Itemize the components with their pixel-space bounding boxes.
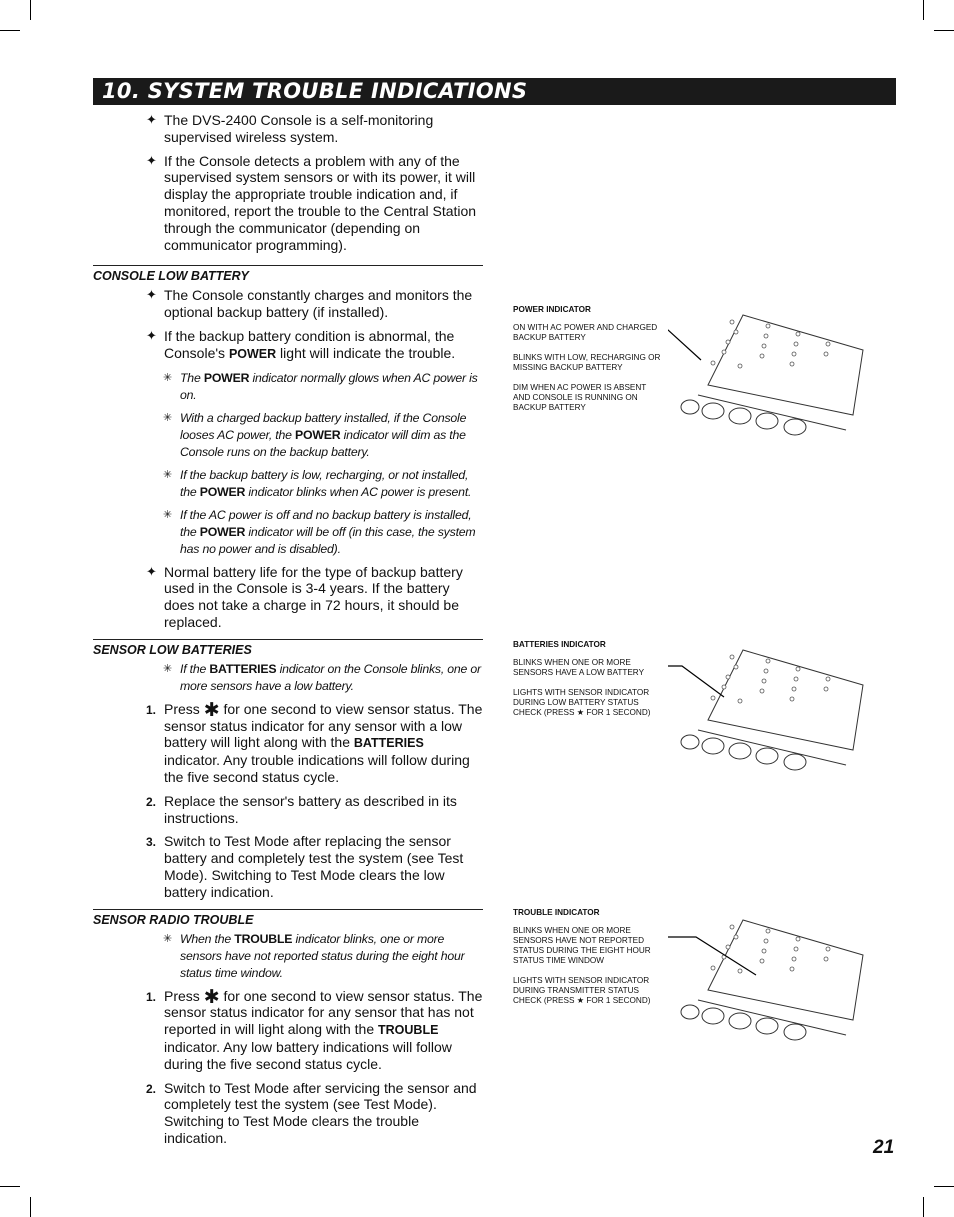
page-number: 21 <box>873 1137 895 1158</box>
step: 1. Press ✱ for one second to view sensor status. The sensor status indicator for any sensor that has not reported in will light along with the TROUBLE indicator. Any low battery indications will follow during the five second status cycle. <box>146 986 483 1072</box>
crop-mark <box>30 0 31 20</box>
star-icon: ★ <box>576 708 585 717</box>
crop-mark <box>923 1197 924 1217</box>
note: ✳ When the TROUBLE indicator blinks, one or more sensors have not reported status during the eight hour status time window. <box>163 931 465 980</box>
console-panel-illustration-batteries <box>668 645 868 790</box>
crop-mark <box>30 1197 31 1217</box>
main-column <box>93 112 483 1154</box>
section-title: 10. SYSTEM TROUBLE INDICATIONS <box>102 79 528 103</box>
heading-sensor-low-batteries: SENSOR LOW BATTERIES <box>93 639 483 659</box>
bullet: ✦ The Console constantly charges and monitors the optional backup battery (if installed). <box>146 287 473 321</box>
heading-sensor-radio-trouble: SENSOR RADIO TROUBLE <box>93 909 483 929</box>
crop-mark <box>934 1186 954 1187</box>
note: ✳ If the BATTERIES indicator on the Console blinks, one or more sensors have a low battery. <box>163 661 481 693</box>
note: ✳ With a charged backup battery installed, if the Console looses AC power, the POWER indicator will dim as the Console runs on the backup battery. <box>163 410 467 459</box>
callout-power: POWER INDICATOR ON WITH AC POWER AND CHARGED BACKUP BATTERY BLINKS WITH LOW, RECHARGING OR MISSING BACKUP BATTERY DIM WHEN AC POWER IS ABSENT AND CONSOLE IS RUNNING ON BACKUP BATTERY <box>513 305 661 412</box>
console-panel-illustration-trouble <box>668 915 868 1060</box>
note: ✳ The POWER indicator normally glows when AC power is on. <box>163 370 478 402</box>
intro-bullet: ✦ The DVS-2400 Console is a self-monitoring supervised wireless system. <box>146 112 434 145</box>
note: ✳ If the backup battery is low, recharging, or not installed, the POWER indicator blinks when AC power is present. <box>163 467 472 499</box>
callout-trouble: TROUBLE INDICATOR BLINKS WHEN ONE OR MORE SENSORS HAVE NOT REPORTED STATUS DURING THE EIGHT HOUR STATUS TIME WINDOW LIGHTS WITH SENSOR INDICATOR DURING TRANSMITTER STATUS CHECK (PRESS ★ FOR 1 SECOND) <box>513 908 651 1005</box>
crop-mark <box>0 30 20 31</box>
step: 1. Press ✱ for one second to view sensor status. The sensor status indicator for any sensor with a low battery will light along with the BATTERIES indicator. Any trouble indications will follow during the five second status cycle. <box>146 699 483 785</box>
star-icon: ★ <box>576 996 585 1005</box>
callout-batteries: BATTERIES INDICATOR BLINKS WHEN ONE OR MORE SENSORS HAVE A LOW BATTERY LIGHTS WITH SENSOR INDICATOR DURING LOW BATTERY STATUS CHECK (PRESS ★ FOR 1 SECOND) <box>513 640 651 717</box>
bullet: ✦ Normal battery life for the type of backup battery used in the Console is 3-4 years. If the battery does not take a charge in 72 hours, it should be replaced. <box>146 563 463 630</box>
section-title-bar <box>93 78 896 105</box>
intro-bullet: ✦ If the Console detects a problem with any of the supervised system sensors or with its power, it will display the appropriate trouble indication and, if monitored, report the trouble to the Central Station through the communicator (depending on communicator programming). <box>146 152 477 253</box>
crop-mark <box>923 0 924 20</box>
heading-console-low-battery: CONSOLE LOW BATTERY <box>93 265 483 285</box>
crop-mark <box>934 30 954 31</box>
step: 2. Replace the sensor's battery as described in its instructions. <box>146 792 457 826</box>
step: 2. Switch to Test Mode after servicing the sensor and completely test the system (see Test Mode). Switching to Test Mode clears the trouble indication. <box>146 1079 477 1146</box>
console-panel-illustration-power <box>668 310 868 455</box>
star-key-icon: ✱ <box>203 986 220 1008</box>
crop-mark <box>0 1186 20 1187</box>
step: 3. Switch to Test Mode after replacing the sensor battery and completely test the system (see Test Mode). Switching to Test Mode clears the low battery indication. <box>146 833 464 900</box>
bullet: ✦ If the backup battery condition is abnormal, the Console's POWER light will indicate the trouble. <box>146 327 456 361</box>
star-key-icon: ✱ <box>203 699 220 721</box>
note: ✳ If the AC power is off and no backup battery is installed, the POWER indicator will be off (in this case, the system has no power and is disabled). <box>163 507 476 556</box>
